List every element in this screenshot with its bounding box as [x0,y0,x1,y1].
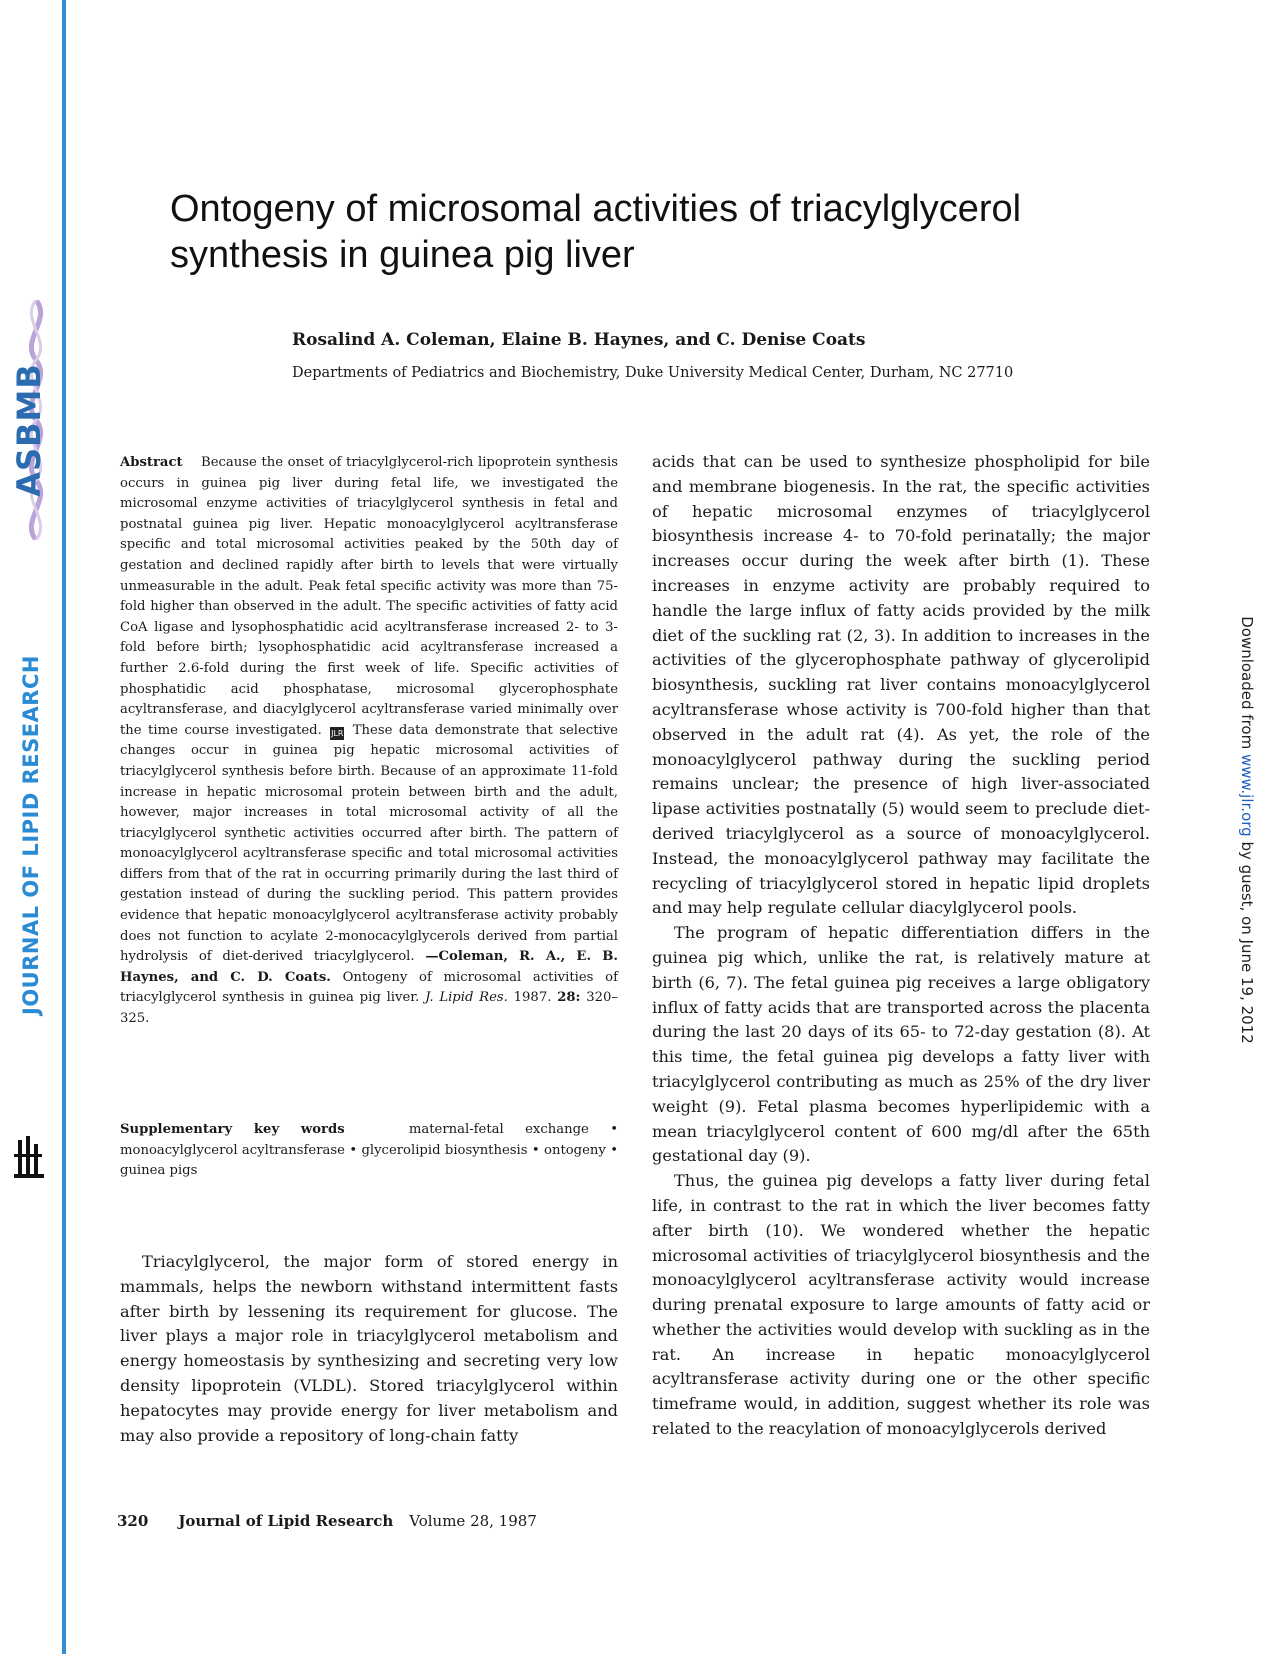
citation-pages: 320–325. [120,990,618,1027]
col2-paragraph-1: acids that can be used to synthesize phospholipid for bile and membrane biogenesis. In the rat, the specific activities of hepatic microsomal enzymes of triacylglycerol biosynthesis increase 4- to 70-fold perinatally; the major increases occur during the week after birth (1). These increases in enzyme activity are probably required to handle the large influx of fatty acids provided by the milk diet of the suckling rat (2, 3). In addition to increases in the activities of the glycerophosphate pathway of glycerolipid biosynthesis, suckling rat liver contains monoacylglycerol acyltransferase whose activity is 700-fold higher than that observed in the adult rat (4). As yet, the role of the monoacylglycerol pathway during the suckling period remains unclear; the presence of high liver-associated lipase activities postnatally (5) would seem to preclude diet-derived triacylglycerol as a source of monoacylglycerol. Instead, the monoacylglycerol pathway may facilitate the recycling of triacylglycerol stored in hepatic lipid droplets and may help regulate cellular diacylglycerol pools. [652,452,1150,918]
article-affiliation: Departments of Pediatrics and Biochemistry, Duke University Medical Center, Durham, NC 27710 [292,365,1014,381]
col2-paragraph-3: Thus, the guinea pig develops a fatty liver during fetal life, in contrast to the rat in which the liver becomes fatty after birth (10). We wondered whether the hepatic microsomal activities of triacylglycerol biosynthesis and the monoacylglycerol acyltransferase activity would increase during prenatal exposure to large amounts of fatty acid or whether the activities would develop with suckling as in the rat. An increase in hepatic monoacylglycerol acyltransferase activity during one or the other specific timeframe would, in addition, suggest whether its role was related to the reacylation of monoacylglycerols derived [652,1171,1150,1439]
download-suffix: by guest, on June 19, 2012 [1238,836,1256,1044]
col2-paragraph-2: The program of hepatic differentiation differs in the guinea pig which, unlike the rat, is relatively mature at birth (6, 7). The fetal guinea pig receives a large obligatory influx of fatty acids that are transported across the placenta during the last 20 days of its 65- to 72-day gestation (8). At this time, the fetal guinea pig develops a fatty liver with triacylglycerol contributing as much as 25% of the dry liver weight (9). Fetal plasma becomes hyperlipidemic with a mean triacylglycerol content of 600 mg/dl after the 65th gestational day (9). [652,923,1150,1166]
citation-title: Ontogeny of microsomal activities of triacylglycerol synthesis in guinea pig liver. [120,969,618,1006]
citation-journal: J. Lipid Res. [425,990,508,1006]
download-note [1238,616,1256,1044]
article-authors: Rosalind A. Coleman, Elaine B. Haynes, and C. Denise Coats [292,330,866,350]
keywords-text: maternal-fetal exchange • monoacylglycerol acyltransferase • glycerolipid biosynthesis • ontogeny • guinea pigs [120,1122,618,1179]
jlr-website-link[interactable]: www.jlr.org [1238,753,1256,837]
abstract-text-2: These data demonstrate that selective changes occur in guinea pig hepatic microsomal activities of triacylglycerol synthesis before birth. Because of an approximate 11-fold increase in hepatic microsomal protein between birth and the adult, however, major increases in total microsomal activity of all the triacylglycerol synthetic activities occurred after birth. The pattern of monoacylglycerol acyltransferase specific and total microsomal activities differs from that of the rat in occurring primarily during the last third of gestation instead of during the suckling period. This pattern provides evidence that hepatic monoacylglycerol acyltransferase activity probably does not function to acylate 2-monocacylglycerols derived from partial hydrolysis of diet-derived triacylglycerol. [120,722,618,965]
supplementary-keywords [120,1120,618,1182]
intro-paragraph: Triacylglycerol, the major form of stored energy in mammals, helps the newborn withstand intermittent fasts after birth by lessening its requirement for glucose. The liver plays a major role in triacylglycerol metabolism and energy homeostasis by synthesizing and secreting very low density lipoprotein (VLDL). Stored triacylglycerol within hepatocytes may provide energy for liver metabolism and may also provide a repository of long-chain fatty [120,1252,618,1445]
jlr-logo-icon [12,1134,46,1180]
journal-name-vertical: JOURNAL OF LIPID RESEARCH [19,655,43,1015]
footer-volume: Volume 28, 1987 [409,1512,537,1530]
page-number: 320 [117,1512,149,1530]
citation-authors: —Coleman, R. A., E. B. Haynes, and C. D. Coats. [120,949,618,985]
footer-journal: Journal of Lipid Research [178,1512,394,1530]
asbmb-logo [0,300,58,560]
margin-rule [62,0,66,1654]
page-footer [117,1512,537,1530]
abstract-label: Abstract [120,455,183,470]
keywords-label: Supplementary key words [120,1122,345,1137]
right-column [652,450,1150,1442]
abstract [120,453,618,1030]
download-prefix: Downloaded from [1238,616,1256,754]
citation-year: 1987. [513,990,552,1006]
asbmb-wordmark: ASBMB [10,363,48,497]
abstract-text-1: Because the onset of triacylglycerol-rich lipoprotein synthesis occurs in guinea pig liver during fetal life, we investigated the microsomal enzyme activities of triacylglycerol synthesis in fetal and postnatal guinea pig liver. Hepatic monoacylglycerol acyltransferase specific and total microsomal activities peaked by the 50th day of gestation and declined rapidly after birth to levels that were virtually unmeasurable in the adult. Peak fetal specific activity was more than 75-fold higher than observed in the adult. The specific activities of fatty acid CoA ligase and lysophosphatidic acid acyltransferase increased 2- to 3-fold before birth; lysophosphatidic acid acyltransferase increased a further 2.6-fold during the first week of life. Specific activities of phosphatidic acid phosphatase, microsomal glycerophosphate acyltransferase, and diacylglycerol acyltransferase varied minimally over the time course investigated. [120,455,618,738]
citation-volume: 28: [557,990,581,1006]
jlr-mark-icon: JLR [331,728,344,738]
article-title: Ontogeny of microsomal activities of triacylglycerol synthesis in guinea pig liver [170,188,1022,276]
